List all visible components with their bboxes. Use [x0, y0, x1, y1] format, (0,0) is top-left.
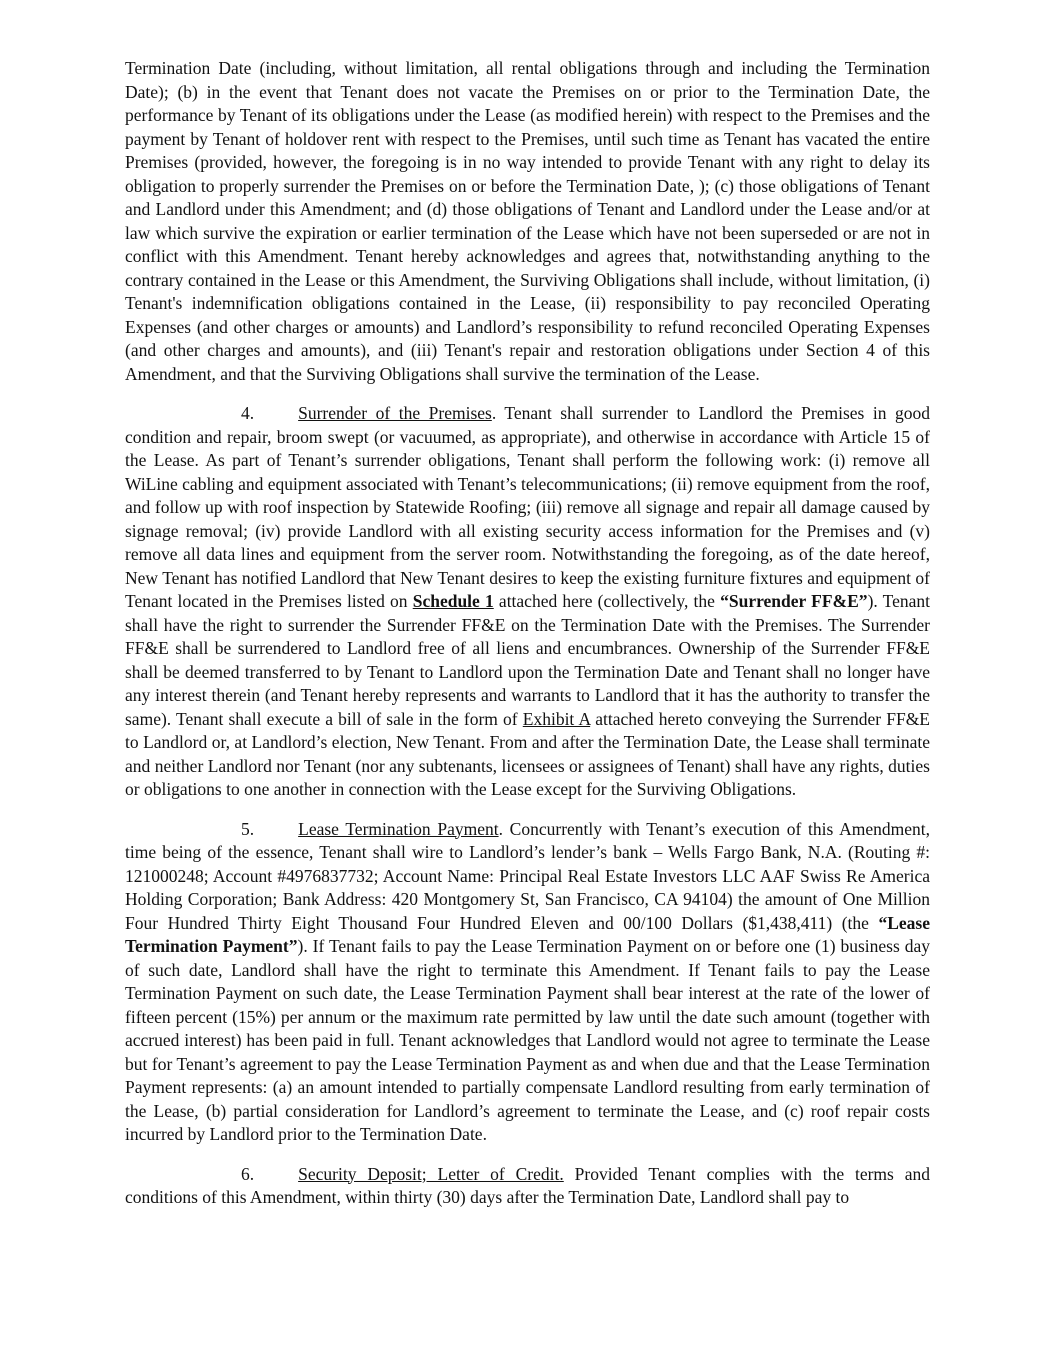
paragraph-section-5 [125, 818, 930, 1147]
lease-termination-payment-defined-term: “Lease Termination Payment” [125, 912, 930, 956]
section-4-number: 4. [241, 403, 255, 423]
section-4-heading: Surrender of the Premises [298, 403, 492, 423]
section-5-heading: Lease Termination Payment [298, 818, 499, 839]
surviving-obligations-text: Termination Date (including, without limitation, all rental obligations through and including the Termination Date); (b) in the event that Tenant does not vacate the Premises on or prior to the Termination Date, the performance by Tenant of its obligations under the Lease (as modified herein) with respect to the Premises and the payment by Tenant of holdover rent with respect to the Premises, until such time as Tenant has vacated the entire Premises (provided, however, the foregoing is in no way intended to provide Tenant with any right to delay its obligation to properly surrender the Premises on or before the Termination Date, ); (c) those obligations of Tenant and Landlord under this Amendment; and (d) those obligations of Tenant and Landlord under the Lease and/or at law which survive the expiration or earlier termination of the Lease which have not been superseded or are not in conflict with this Amendment. Tenant hereby acknowledges and agrees that, notwithstanding anything to the contrary contained in the Lease or this Amendment, the Surviving Obligations shall include, without limitation, (i) Tenant's indemnification obligations contained in the Lease, (ii) responsibility to pay reconciled Operating Expenses (and other charges or amounts) and Landlord’s responsibility to refund reconciled Operating Expenses (and other charges and amounts), and (iii) Tenant's repair and restoration obligations under Section 4 of this Amendment, and that the Surviving Obligations shall survive the termination of the Lease. [125, 58, 930, 384]
section-5-number: 5. [241, 818, 255, 839]
section-5-body-2: ). If Tenant fails to pay the Lease Termination Payment on or before one (1) business day of such date, Landlord shall have the right to terminate this Amendment. If Tenant fails to pay the Lease Termination Payment on such date, the Lease Termination Payment shall bear interest at the rate of the lower of fifteen percent (15%) per annum or the maximum rate permitted by law until the date such amount (together with accrued interest) has been paid in full. Tenant acknowledges that Landlord would not agree to terminate the Lease but for Tenant’s agreement to pay the Lease Termination Payment as and when due and that the Lease Termination Payment represents: (a) an amount intended to partially compensate Landlord resulting from early termination of the Lease, (b) partial consideration for Landlord’s agreement to terminate the Lease, and (c) roof repair costs incurred by Landlord prior to the Termination Date. [125, 936, 930, 1144]
section-4-body-2: attached here (collectively, the [493, 591, 721, 611]
schedule-1-reference: Schedule 1 [412, 591, 494, 611]
section-6-heading: Security Deposit; Letter of Credit. [298, 1163, 564, 1184]
exhibit-a-reference: Exhibit A [522, 708, 591, 729]
section-4-body-1: . Tenant shall surrender to Landlord the Premises in good condition and repair, broom swept (or vacuumed, as appropriate), and otherwise in accordance with Article 15 of the Lease. As part of Tenant’s surrender obligations, Tenant shall perform the following work: (i) remove all WiLine cabling and equipment associated with Tenant’s telecommunications; (ii) remove equipment from the roof, and follow up with roof inspection by Statewide Roofing; (iii) remove all signage and repair all damage caused by signage removal; (iv) provide Landlord with all existing security access information for the Premises and (v) remove all data lines and equipment from the server room. Notwithstanding the foregoing, as of the date hereof, New Tenant has notified Landlord that New Tenant desires to keep the existing furniture fixtures and equipment of Tenant located in the Premises listed on [125, 403, 930, 611]
section-4-body-3: ). Tenant shall have the right to surrender the Surrender FF&E on the Termination Date with the Premises. The Surrender FF&E shall be surrendered to Landlord free of all liens and encumbrances. Ownership of the Surrender FF&E shall be deemed transferred to by Tenant to Landlord upon the Termination Date and Tenant shall no longer have any interest therein (and Tenant hereby represents and warrants to Landlord that it has the authority to transfer the same). Tenant shall execute a bill of sale in the form of [125, 591, 930, 729]
document-text-block [125, 57, 930, 1210]
section-6-body-1: Provided Tenant complies with the terms and conditions of this Amendment, within thirty (30) days after the Termination Date, Landlord shall pay to [125, 1163, 931, 1207]
section-5-body-1: . Concurrently with Tenant’s execution of this Amendment, time being of the essence, Tenant shall wire to Landlord’s lender’s bank – Wells Fargo Bank, N.A. (Routing #: 121000248; Account #4976837732; Account Name: Principal Real Estate Investors LLC AAF Swiss Re America Holding Corporation; Bank Address: 420 Montgomery St, San Francisco, CA 94104) the amount of One Million Four Hundred Thirty Eight Thousand Four Hundred Eleven and 00/100 Dollars ($1,438,411) (the [125, 818, 930, 933]
paragraph-surviving-obligations [125, 57, 930, 386]
section-6-number: 6. [241, 1163, 255, 1184]
paragraph-section-6 [125, 1163, 930, 1210]
paragraph-section-4 [125, 402, 930, 802]
section-4-body-4: attached hereto conveying the Surrender FF&E to Landlord or, at Landlord’s election, New Tenant. From and after the Termination Date, the Lease shall terminate and neither Landlord nor Tenant (nor any subtenants, licensees or assignees of Tenant) shall have any rights, duties or obligations to one another in connection with the Lease except for the Surviving Obligations. [125, 708, 931, 799]
surrender-ffe-defined-term: “Surrender FF&E” [720, 591, 868, 611]
